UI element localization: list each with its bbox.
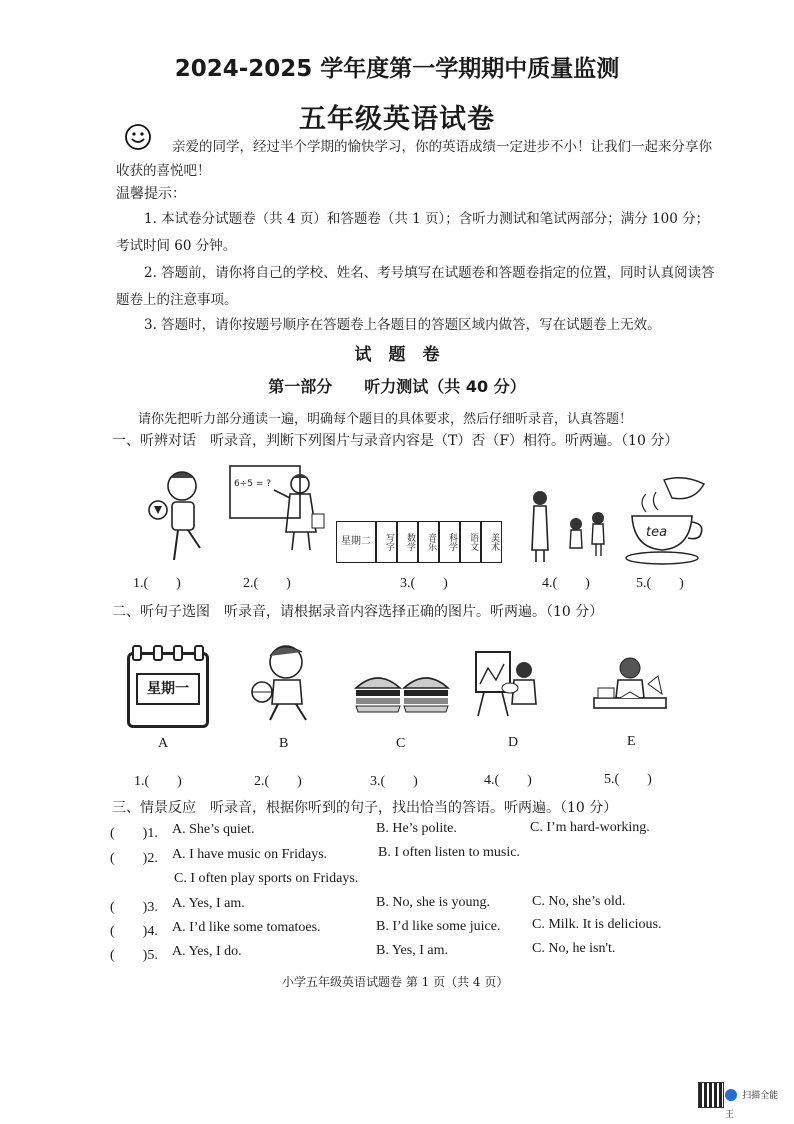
calendar-picture <box>127 652 209 728</box>
q2-answer-4: 4.( ) <box>484 773 532 788</box>
q1-answer-3: 3.( ) <box>400 576 448 591</box>
q2-heading: 二、听句子选图 听录音，请根据录音内容选择正确的图片。听两遍。（10 分） <box>112 604 604 620</box>
q2-option-d: D <box>508 735 519 750</box>
part1-hint: 请你先把听力部分通读一遍，明确每个题目的具体要求，然后仔细听录音，认真答题！ <box>138 412 633 427</box>
q3-option: A. I’d like some tomatoes. <box>172 920 321 935</box>
timetable-cell: 星期二 <box>336 521 376 563</box>
section-title: 试 题 卷 <box>354 345 440 365</box>
exam-title-line2: 五年级英语试卷 <box>299 104 495 135</box>
q3-option: C. I often play sports on Fridays. <box>174 871 359 886</box>
q1-heading: 一、听辨对话 听录音，判断下列图片与录音内容是（T）否（F）相符。听两遍。（10 分） <box>112 433 679 449</box>
exam-title-line1: 2024-2025 学年度第一学期期中质量监测 <box>174 56 620 82</box>
q3-option: A. Yes, I am. <box>172 896 245 911</box>
q2-option-e: E <box>627 734 636 749</box>
q3-option: A. Yes, I do. <box>172 944 242 959</box>
q3-item-number: ( )4. <box>110 924 158 939</box>
q3-option: B. I’d like some juice. <box>376 919 501 934</box>
timetable-cell: 音乐 <box>418 521 439 563</box>
q3-option: B. He’s polite. <box>376 821 457 836</box>
q2-answer-1: 1.( ) <box>134 774 182 789</box>
timetable-cell: 美术 <box>481 521 502 563</box>
q3-option: B. Yes, I am. <box>376 943 448 958</box>
scanner-logo-icon <box>725 1089 737 1101</box>
q3-option: C. No, she’s old. <box>532 894 626 909</box>
hamburgers-picture <box>352 666 452 716</box>
teacher-blackboard-picture <box>228 462 338 552</box>
q2-answer-2: 2.( ) <box>254 774 302 789</box>
tip-item: 3. 答题时，请你按题号顺序在答题卷上各题目的答题区域内做答，写在试题卷上无效。 <box>144 317 661 333</box>
boy-basketball-picture <box>240 640 320 722</box>
q3-option: A. I have music on Fridays. <box>172 847 328 862</box>
timetable-picture <box>336 521 502 563</box>
cup-text: tea <box>646 525 668 540</box>
qr-code-icon <box>698 1082 724 1108</box>
q3-option: B. I often listen to music. <box>378 845 520 860</box>
q3-item-number: ( )2. <box>110 851 158 866</box>
q3-item-number: ( )3. <box>110 900 158 915</box>
timetable-cell: 写字 <box>376 521 397 563</box>
reading-picture <box>590 654 670 720</box>
timetable-cell: 科学 <box>439 521 460 563</box>
q1-answer-4: 4.( ) <box>542 576 590 591</box>
painting-picture <box>470 648 546 720</box>
scanner-watermark <box>725 1084 785 1120</box>
q1-answer-2: 2.( ) <box>243 576 291 591</box>
q2-option-a: A <box>158 736 169 751</box>
q3-item-number: ( )5. <box>110 948 158 963</box>
boy-football-picture <box>140 460 210 570</box>
q3-option: C. No, he isn't. <box>532 941 616 956</box>
scanner-label: 扫描全能王 <box>725 1091 779 1120</box>
q3-option: C. Milk. It is delicious. <box>532 917 662 932</box>
tips-heading: 温馨提示： <box>116 186 186 202</box>
calendar-text: 星期一 <box>136 673 200 705</box>
tip-item: 2. 答题前，请你将自己的学校、姓名、考号填写在试题卷和答题卷指定的位置，同时认真阅读答题卷上的注意事项。 <box>116 265 715 308</box>
q3-option: B. No, she is young. <box>376 895 490 910</box>
q1-answer-1: 1.( ) <box>133 576 181 591</box>
q2-option-c: C <box>396 736 406 751</box>
page-footer: 小学五年级英语试题卷 第 1 页（共 4 页） <box>282 975 509 989</box>
part1-title: 第一部分 听力测试（共 40 分） <box>268 377 526 396</box>
q2-answer-5: 5.( ) <box>604 772 652 787</box>
q3-heading: 三、情景反应 听录音，根据你听到的句子，找出恰当的答语。听两遍。（10 分） <box>112 800 618 816</box>
tea-cup-picture <box>624 472 714 568</box>
q2-option-b: B <box>279 736 289 751</box>
q3-option: C. I’m hard-working. <box>530 820 650 835</box>
teacher-students-picture <box>526 488 616 564</box>
tip-item: 1. 本试卷分试题卷（共 4 页）和答题卷（共 1 页）；含听力测试和笔试两部分；满分 100 分；考试时间 60 分钟。 <box>116 211 710 254</box>
blackboard-text: 6÷5 = ? <box>234 479 272 489</box>
timetable-cell: 语文 <box>460 521 481 563</box>
q1-answer-5: 5.( ) <box>636 576 684 591</box>
q3-option: A. She’s quiet. <box>172 822 255 837</box>
timetable-cell: 数学 <box>397 521 418 563</box>
q2-answer-3: 3.( ) <box>370 774 418 789</box>
q3-item-number: ( )1. <box>110 826 158 841</box>
greeting-paragraph: 亲爱的同学，经过半个学期的愉快学习，你的英语成绩一定进步不小！让我们一起来分享你收获的喜悦吧！ <box>116 139 712 179</box>
